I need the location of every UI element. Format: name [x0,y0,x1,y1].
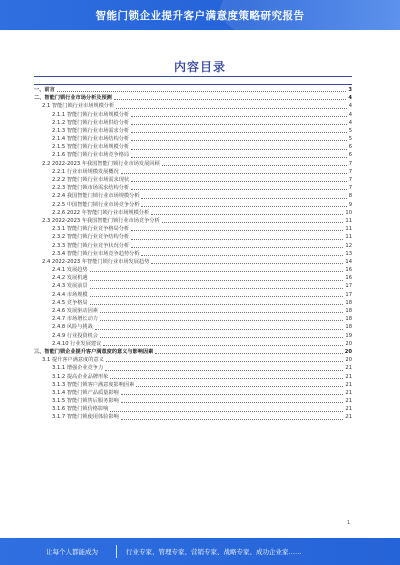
toc-leader-dots [131,116,347,117]
toc-leader-dots [131,181,347,182]
toc-entry[interactable] [34,119,352,127]
toc-entry-page: 21 [345,373,352,380]
toc-leader-dots [100,337,343,338]
toc-entry-title: 2.4.7 市场增长动力 [52,316,98,323]
toc-entry-page: 20 [345,357,352,364]
toc-entry-page: 18 [345,299,352,306]
toc-entry[interactable] [34,209,352,217]
toc-entry[interactable] [34,405,352,413]
toc-entry-page: 11 [345,217,352,224]
toc-entry-title: 一、前言 [34,86,55,93]
toc-entry-title: 2.4.9 行业投资机会 [52,332,98,339]
toc-entry-title: 2.3.4 智能门锁行业市场竞争趋势分析 [52,250,140,257]
toc-entry-title: 2.1.1 智能门锁行业市场规模分析 [52,111,130,118]
toc-leader-dots [121,173,347,174]
toc-entry-title: 2.1.5 智能门锁行业市场规模分析 [52,144,130,151]
toc-leader-dots [121,394,344,395]
toc-entry-page: 16 [345,267,352,274]
toc-entry[interactable] [34,102,352,110]
toc-entry[interactable] [34,201,352,209]
toc-entry-title: 2.4.4 市场规模 [52,291,88,298]
toc-entry-page: 17 [345,291,352,298]
toc-leader-dots [100,320,343,321]
toc-entry-page: 21 [345,406,352,413]
toc-entry-title: 三、智能门锁企业提升客户满意度的意义与影响因素 [34,348,154,355]
toc-entry[interactable] [34,283,352,291]
toc-entry-page: 5 [348,127,352,134]
toc-entry-page: 8 [348,193,352,200]
footer-slogan-right: 行业专家、管理专家、营销专家、战略专家、成功企业家…… [126,548,302,556]
toc-entry[interactable] [34,225,352,233]
toc-entry-page: 11 [345,234,352,241]
toc-leader-dots [136,386,343,387]
toc-entry-title: 2.3.1 智能门锁行业竞争格局分析 [52,226,130,233]
toc-entry-title: 2.4.10 行业发展建议 [52,340,102,347]
toc-entry-title: 3.1.7 智能门锁使用体验影响 [52,414,119,421]
toc-entry[interactable] [34,111,352,119]
toc-entry-title: 2.3 2022-2023 年我国智能门锁行业市场竞争分析 [42,217,160,224]
toc-leader-dots [151,263,343,264]
toc-leader-dots [155,353,342,354]
toc-leader-dots [141,206,346,207]
toc-leader-dots [90,271,344,272]
toc-entry-page: 16 [345,275,352,282]
toc-top-rule [34,76,352,77]
footer-slogan-left: 让每个人都能成为 [46,548,98,556]
toc-entry[interactable] [34,192,352,200]
toc-entry-page: 18 [345,308,352,315]
toc-entry-title: 2.2 2022-2023 年我国智能门锁行业市场发展回顾 [42,160,160,167]
toc-entry[interactable] [34,389,352,397]
toc-entry-page: 4 [348,95,352,102]
toc-entry[interactable] [34,242,352,250]
toc-entry[interactable] [34,217,352,225]
toc-entry-title: 2.1.6 智能门锁行业市场竞争格局 [52,152,130,159]
toc-entry[interactable] [34,86,352,94]
footer-divider [116,545,117,558]
toc-leader-dots [131,157,347,158]
toc-entry-title: 2.1 智能门锁行业市场规模分析 [42,103,115,110]
toc-leader-dots [131,149,347,150]
toc-entry-page: 5 [348,136,352,143]
toc-entry[interactable] [34,266,352,274]
toc-entry-title: 3.1.2 提高企业品牌形象 [52,373,109,380]
toc-leader-dots [110,378,343,379]
toc-leader-dots [105,370,343,371]
toc-entry[interactable] [34,291,352,299]
toc-leader-dots [151,214,343,215]
toc-leader-dots [103,345,343,346]
toc-entry-title: 3.1.4 智能门锁产品质量影响 [52,389,119,396]
toc-entry[interactable] [34,135,352,143]
toc-entry-title: 2.4.3 发展前景 [52,283,88,290]
toc-leader-dots [131,140,347,141]
toc-entry-title: 2.1.3 智能门锁行业市场需求分析 [52,127,130,134]
toc-entry-title: 2.4.6 发展驱动因素 [52,308,98,315]
toc-leader-dots [90,280,344,281]
toc-entry-page: 10 [345,209,352,216]
toc-leader-dots [162,222,344,223]
toc-entry-title: 2.4.2 发展机遇 [52,275,88,282]
toc-entry[interactable] [34,94,352,102]
toc-entry[interactable] [34,176,352,184]
toc-entry[interactable] [34,356,352,364]
toc-entry-title: 2.1.4 智能门锁行业市场结构分析 [52,136,130,143]
toc-entry-page: 3 [348,86,352,93]
toc-entry-page: 7 [348,185,352,192]
toc-entry-title: 3.1.3 智能门锁客户满意度影响因素 [52,381,135,388]
toc-entry-title: 3.1.5 智能门锁售后服务影响 [52,398,119,405]
toc-entry-page: 7 [348,160,352,167]
report-title: 智能门锁企业提升客户满意度策略研究报告 [95,10,305,22]
toc-entry-page: 6 [348,144,352,151]
toc-entry[interactable] [34,315,352,323]
toc-leader-dots [116,108,347,109]
toc-second-rule [34,84,352,85]
toc-entry-page: 7 [348,177,352,184]
toc-entry-page: 4 [348,119,352,126]
toc-leader-dots [162,165,347,166]
toc-entry-page: 7 [348,168,352,175]
toc-entry[interactable] [34,233,352,241]
toc-entry-title: 2.2.6 2022 年智能门锁行业市场规模分析 [52,209,150,216]
page-number: 1 [347,520,351,526]
toc-entry-title: 2.2.3 智能门锁市场需求结构分析 [52,185,130,192]
toc-entry[interactable] [34,364,352,372]
toc-entry-title: 2.3.2 智能门锁行业竞争结构分析 [52,234,130,241]
toc-entry-title: 2.2.4 我国智能门锁行业市场规模分析 [52,193,140,200]
toc-entry-title: 3.1.6 智能门锁价格影响 [52,406,109,413]
toc-entry-title: 2.4.1 发展趋势 [52,267,88,274]
toc-entry[interactable] [34,184,352,192]
toc-leader-dots [131,189,347,190]
toc-leader-dots [121,419,344,420]
toc-heading: 内容目录 [173,60,226,74]
toc-leader-dots [100,312,343,313]
toc-entry-title: 2.1.2 智能门锁行业市场供给分析 [52,119,130,126]
toc-entry-title: 3.1 提升客户满意度的意义 [42,357,104,364]
toc-leader-dots [57,91,347,92]
toc-entry-title: 2.4.5 竞争格局 [52,299,88,306]
toc-entry[interactable] [34,274,352,282]
toc-entry[interactable] [34,373,352,381]
report-header-banner [0,0,400,30]
toc-entry-title: 2.4.8 风险与挑战 [52,324,93,331]
toc-leader-dots [95,329,344,330]
toc-entry[interactable] [34,323,352,331]
toc-entry[interactable] [34,160,352,168]
toc-leader-dots [106,361,344,362]
toc-entry-title: 二、智能门锁行业市场分析及预测 [34,95,112,102]
toc-entry-title: 2.2.1 行业市场规模发展概况 [52,168,119,175]
toc-entry-title: 2.2.5 中国智能门锁行业市场竞争分析 [52,201,140,208]
toc-leader-dots [121,402,344,403]
toc-entry-page: 4 [348,103,352,110]
toc-leader-dots [131,132,347,133]
toc-leader-dots [114,99,347,100]
toc-entry-page: 21 [345,398,352,405]
toc-entry[interactable] [34,381,352,389]
toc-entry-page: 20 [344,348,352,355]
toc-entry-title: 3.1.1 增强企业竞争力 [52,365,104,372]
toc-entry-page: 17 [345,283,352,290]
toc-entry-page: 21 [345,389,352,396]
table-of-contents [34,86,352,422]
toc-leader-dots [90,288,344,289]
toc-entry-page: 4 [348,111,352,118]
toc-entry-page: 18 [345,316,352,323]
toc-entry[interactable] [34,414,352,422]
toc-entry-page: 11 [345,226,352,233]
toc-entry[interactable] [34,127,352,135]
toc-entry[interactable] [34,152,352,160]
toc-entry[interactable] [34,340,352,348]
toc-entry-page: 19 [345,332,352,339]
toc-entry-title: 2.2.2 智能门锁行业市场需求现状 [52,177,130,184]
toc-entry[interactable] [34,299,352,307]
toc-entry[interactable] [34,250,352,258]
toc-leader-dots [141,198,346,199]
toc-leader-dots [110,411,343,412]
toc-entry[interactable] [34,307,352,315]
toc-entry[interactable] [34,143,352,151]
toc-entry-page: 18 [345,324,352,331]
toc-entry-page: 21 [345,414,352,421]
toc-entry-page: 21 [345,381,352,388]
toc-leader-dots [131,124,347,125]
toc-entry-title: 2.4 2022-2023 年智能门锁行业市场发展趋势 [42,258,150,265]
toc-entry-page: 13 [345,250,352,257]
toc-entry-title: 2.3.3 智能门锁行业竞争状况分析 [52,242,130,249]
toc-leader-dots [131,230,343,231]
toc-entry-page: 14 [345,258,352,265]
toc-leader-dots [131,239,343,240]
toc-leader-dots [90,304,344,305]
toc-entry[interactable] [34,168,352,176]
toc-entry-page: 21 [345,365,352,372]
toc-entry-page: 12 [345,242,352,249]
toc-entry-page: 6 [348,152,352,159]
toc-entry[interactable] [34,348,352,356]
toc-leader-dots [131,247,343,248]
toc-entry[interactable] [34,332,352,340]
toc-entry[interactable] [34,397,352,405]
toc-entry-page: 9 [348,201,352,208]
toc-entry-page: 20 [345,340,352,347]
footer-banner [0,538,400,565]
toc-entry[interactable] [34,258,352,266]
toc-leader-dots [90,296,344,297]
toc-leader-dots [141,255,343,256]
